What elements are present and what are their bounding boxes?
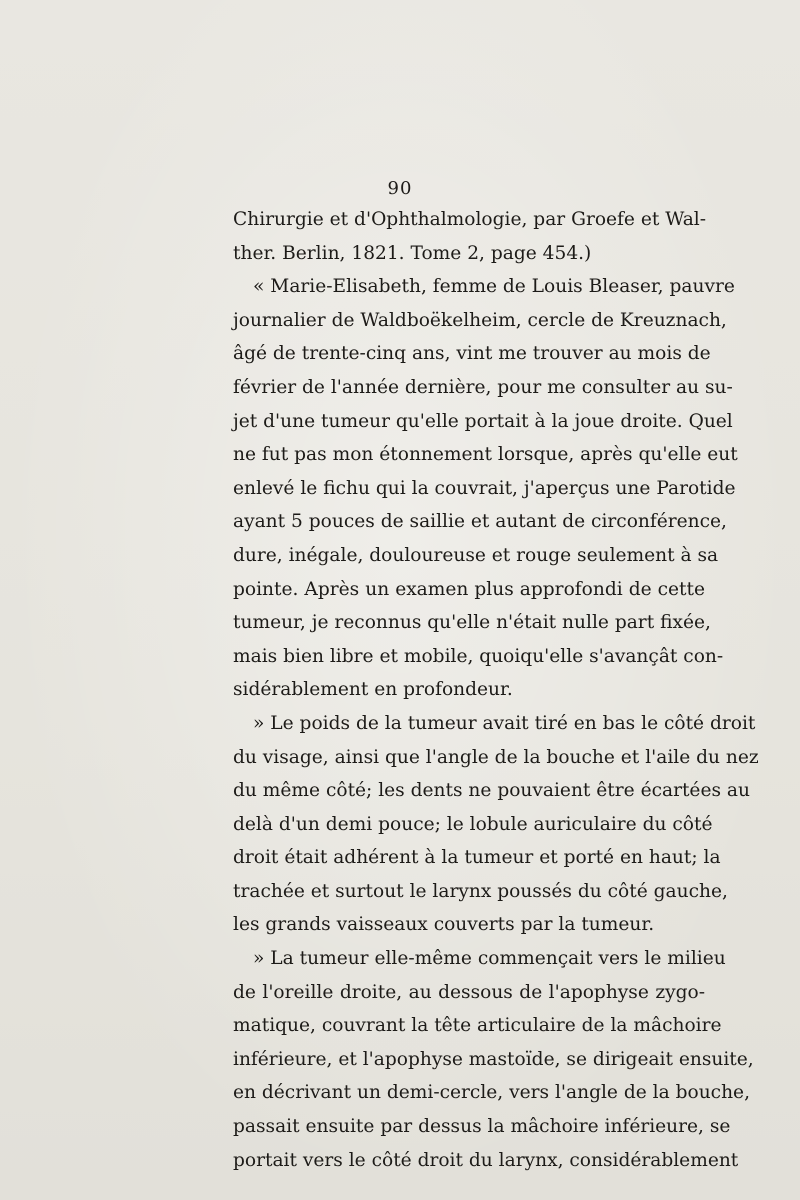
text-line: du visage, ainsi que l'angle de la bouche et l'aile du nez [233,746,759,768]
text-line: delà d'un demi pouce; le lobule auriculaire du côté [233,813,713,835]
text-line: ne fut pas mon étonnement lorsque, après qu'elle eut [233,444,738,466]
text-line: journalier de Waldboëkelheim, cercle de Kreuznach, [233,309,727,331]
text-line: trachée et surtout le larynx poussés du côté gauche, [233,880,728,902]
text-line: ayant 5 pouces de saillie et autant de circonférence, [233,511,727,533]
text-line: de l'oreille droite, au dessous de l'apophyse zygo- [233,981,705,1003]
text-line: inférieure, et l'apophyse mastoïde, se dirigeait ensuite, [233,1048,754,1070]
text-line: Chirurgie et d'Ophthalmologie, par Groefe et Wal- [233,209,707,230]
text-line: passait ensuite par dessus la mâchoire inférieure, se [233,1116,731,1138]
body-text [233,203,759,1177]
text-line: enlevé le fichu qui la couvrait, j'aperçus une Parotide [233,477,736,499]
text-line: jet d'une tumeur qu'elle portait à la joue droite. Quel [233,410,733,432]
text-line: mais bien libre et mobile, quoiqu'elle s'avançât con- [233,645,724,667]
text-line: portait vers le côté droit du larynx, considérablement [233,1149,739,1171]
text-line: « Marie-Elisabeth, femme de Louis Bleaser, pauvre [253,276,735,298]
text-line: dure, inégale, douloureuse et rouge seulement à sa [233,544,719,566]
text-line: février de l'année dernière, pour me consulter au su- [233,376,733,398]
text-line: » La tumeur elle-même commençait vers le milieu [253,948,726,970]
text-line: du même côté; les dents ne pouvaient être écartées au [233,780,750,802]
text-line: droit était adhérent à la tumeur et porté en haut; la [233,847,721,869]
text-line: ther. Berlin, 1821. Tome 2, page 454.) [233,242,592,264]
text-line: tumeur, je reconnus qu'elle n'était nulle part fixée, [233,612,711,634]
text-line: sidérablement en profondeur. [233,679,513,701]
text-line: les grands vaisseaux couverts par la tumeur. [233,914,655,936]
text-line: matique, couvrant la tête articulaire de la mâchoire [233,1015,722,1037]
text-line: en décrivant un demi-cercle, vers l'angle de la bouche, [233,1082,750,1104]
text-line: pointe. Après un examen plus approfondi de cette [233,578,705,600]
text-line: » Le poids de la tumeur avait tiré en bas le côté droit [253,712,756,734]
text-line: âgé de trente-cinq ans, vint me trouver au mois de [233,343,711,365]
page-number: 90 [387,178,413,199]
